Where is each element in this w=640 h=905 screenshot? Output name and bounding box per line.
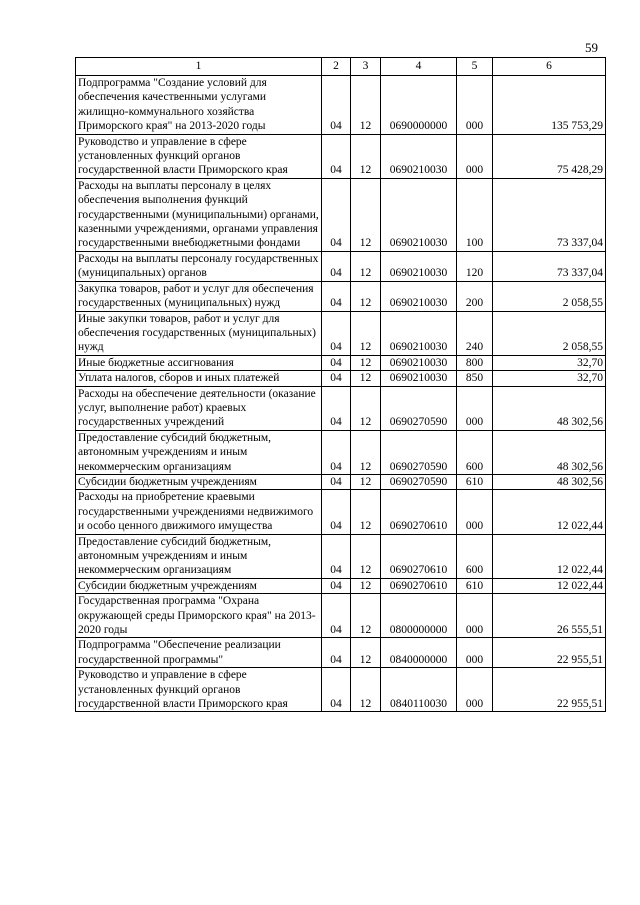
row-section-cell: 04 [322,474,351,489]
row-amount-cell: 2 058,55 [493,281,606,311]
row-subsection-cell: 12 [351,386,381,430]
row-subsection-cell: 12 [351,430,381,474]
table-row [76,371,606,386]
row-amount-cell: 73 337,04 [493,178,606,251]
row-name-cell: Подпрограмма "Создание условий для обеспечения качественными услугами жилищно-коммунального хозяйства Приморского края" на 2013-2020 годы [76,76,322,135]
row-subsection-cell: 12 [351,178,381,251]
row-subsection-cell: 12 [351,311,381,355]
row-target-article-cell: 0690270590 [381,386,457,430]
row-section-cell: 04 [322,638,351,668]
row-amount-cell: 32,70 [493,371,606,386]
row-target-article-cell: 0690210030 [381,134,457,178]
page-number: 59 [585,40,598,55]
row-amount-cell: 48 302,56 [493,474,606,489]
row-name-cell: Расходы на выплаты персоналу в целях обеспечения выполнения функций государственными (муниципальными) органами, казенными учреждениями, органами управления государственными внебюджетными фондами [76,178,322,251]
row-amount-cell: 73 337,04 [493,251,606,281]
row-subsection-cell: 12 [351,578,381,593]
row-amount-cell: 12 022,44 [493,490,606,534]
row-section-cell: 04 [322,534,351,578]
row-expense-type-cell: 610 [457,474,493,489]
row-amount-cell: 135 753,29 [493,76,606,135]
row-expense-type-cell: 600 [457,534,493,578]
row-name-cell: Расходы на приобретение краевыми государственными учреждениями недвижимого и особо ценного движимого имущества [76,490,322,534]
row-subsection-cell: 12 [351,534,381,578]
row-subsection-cell: 12 [351,594,381,638]
row-section-cell: 04 [322,76,351,135]
table-row [76,594,606,638]
column-header-2: 2 [322,58,351,76]
row-amount-cell: 32,70 [493,355,606,370]
row-section-cell: 04 [322,668,351,712]
column-header-4: 4 [381,58,457,76]
row-expense-type-cell: 000 [457,134,493,178]
row-name-cell: Подпрограмма "Обеспечение реализации государственной программы" [76,638,322,668]
row-expense-type-cell: 000 [457,76,493,135]
row-name-cell: Предоставление субсидий бюджетным, автономным учреждениям и иным некоммерческим организациям [76,430,322,474]
row-expense-type-cell: 240 [457,311,493,355]
row-name-cell: Закупка товаров, работ и услуг для обеспечения государственных (муниципальных) нужд [76,281,322,311]
table-row [76,474,606,489]
row-expense-type-cell: 610 [457,578,493,593]
table-row [76,534,606,578]
row-name-cell: Уплата налогов, сборов и иных платежей [76,371,322,386]
row-section-cell: 04 [322,430,351,474]
row-amount-cell: 26 555,51 [493,594,606,638]
row-subsection-cell: 12 [351,474,381,489]
row-amount-cell: 2 058,55 [493,311,606,355]
column-header-3: 3 [351,58,381,76]
row-expense-type-cell: 200 [457,281,493,311]
table-row [76,134,606,178]
row-target-article-cell: 0690210030 [381,251,457,281]
row-target-article-cell: 0840110030 [381,668,457,712]
row-target-article-cell: 0690210030 [381,371,457,386]
row-subsection-cell: 12 [351,355,381,370]
row-amount-cell: 12 022,44 [493,578,606,593]
row-expense-type-cell: 600 [457,430,493,474]
row-target-article-cell: 0690270610 [381,578,457,593]
row-name-cell: Субсидии бюджетным учреждениям [76,578,322,593]
row-expense-type-cell: 000 [457,490,493,534]
row-name-cell: Руководство и управление в сфере установленных функций органов государственной власти Приморского края [76,134,322,178]
row-expense-type-cell: 800 [457,355,493,370]
row-expense-type-cell: 000 [457,386,493,430]
row-expense-type-cell: 000 [457,594,493,638]
row-section-cell: 04 [322,578,351,593]
row-section-cell: 04 [322,134,351,178]
row-amount-cell: 22 955,51 [493,668,606,712]
table-row [76,76,606,135]
row-section-cell: 04 [322,355,351,370]
row-amount-cell: 12 022,44 [493,534,606,578]
row-section-cell: 04 [322,594,351,638]
row-section-cell: 04 [322,251,351,281]
column-header-6: 6 [493,58,606,76]
row-expense-type-cell: 850 [457,371,493,386]
row-target-article-cell: 0800000000 [381,594,457,638]
row-name-cell: Предоставление субсидий бюджетным, автономным учреждениям и иным некоммерческим организациям [76,534,322,578]
row-name-cell: Иные бюджетные ассигнования [76,355,322,370]
row-amount-cell: 48 302,56 [493,386,606,430]
table-row [76,386,606,430]
row-section-cell: 04 [322,386,351,430]
row-section-cell: 04 [322,311,351,355]
row-amount-cell: 75 428,29 [493,134,606,178]
row-name-cell: Государственная программа "Охрана окружающей среды Приморского края" на 2013-2020 годы [76,594,322,638]
row-subsection-cell: 12 [351,668,381,712]
row-name-cell: Субсидии бюджетным учреждениям [76,474,322,489]
row-section-cell: 04 [322,371,351,386]
row-subsection-cell: 12 [351,371,381,386]
row-subsection-cell: 12 [351,490,381,534]
row-target-article-cell: 0690000000 [381,76,457,135]
row-amount-cell: 22 955,51 [493,638,606,668]
budget-table [75,57,606,712]
table-row [76,311,606,355]
table-row [76,638,606,668]
row-subsection-cell: 12 [351,134,381,178]
row-section-cell: 04 [322,281,351,311]
table-header-row [76,58,606,76]
row-target-article-cell: 0690210030 [381,355,457,370]
table-row [76,430,606,474]
row-target-article-cell: 0690210030 [381,178,457,251]
row-subsection-cell: 12 [351,251,381,281]
table-row [76,355,606,370]
row-name-cell: Руководство и управление в сфере установленных функций органов государственной власти Приморского края [76,668,322,712]
row-expense-type-cell: 000 [457,638,493,668]
column-header-1: 1 [76,58,322,76]
table-row [76,281,606,311]
row-target-article-cell: 0690270610 [381,490,457,534]
row-target-article-cell: 0690210030 [381,281,457,311]
row-expense-type-cell: 000 [457,668,493,712]
row-section-cell: 04 [322,490,351,534]
row-name-cell: Расходы на обеспечение деятельности (оказание услуг, выполнение работ) краевых государственных учреждений [76,386,322,430]
row-amount-cell: 48 302,56 [493,430,606,474]
row-subsection-cell: 12 [351,638,381,668]
row-section-cell: 04 [322,178,351,251]
row-name-cell: Расходы на выплаты персоналу государственных (муниципальных) органов [76,251,322,281]
table-row [76,490,606,534]
table-row [76,668,606,712]
row-target-article-cell: 0840000000 [381,638,457,668]
row-expense-type-cell: 100 [457,178,493,251]
table-row [76,251,606,281]
row-target-article-cell: 0690210030 [381,311,457,355]
row-target-article-cell: 0690270610 [381,534,457,578]
table-row [76,178,606,251]
row-target-article-cell: 0690270590 [381,474,457,489]
column-header-5: 5 [457,58,493,76]
table-row [76,578,606,593]
row-subsection-cell: 12 [351,281,381,311]
row-target-article-cell: 0690270590 [381,430,457,474]
row-subsection-cell: 12 [351,76,381,135]
row-expense-type-cell: 120 [457,251,493,281]
row-name-cell: Иные закупки товаров, работ и услуг для обеспечения государственных (муниципальных) нужд [76,311,322,355]
